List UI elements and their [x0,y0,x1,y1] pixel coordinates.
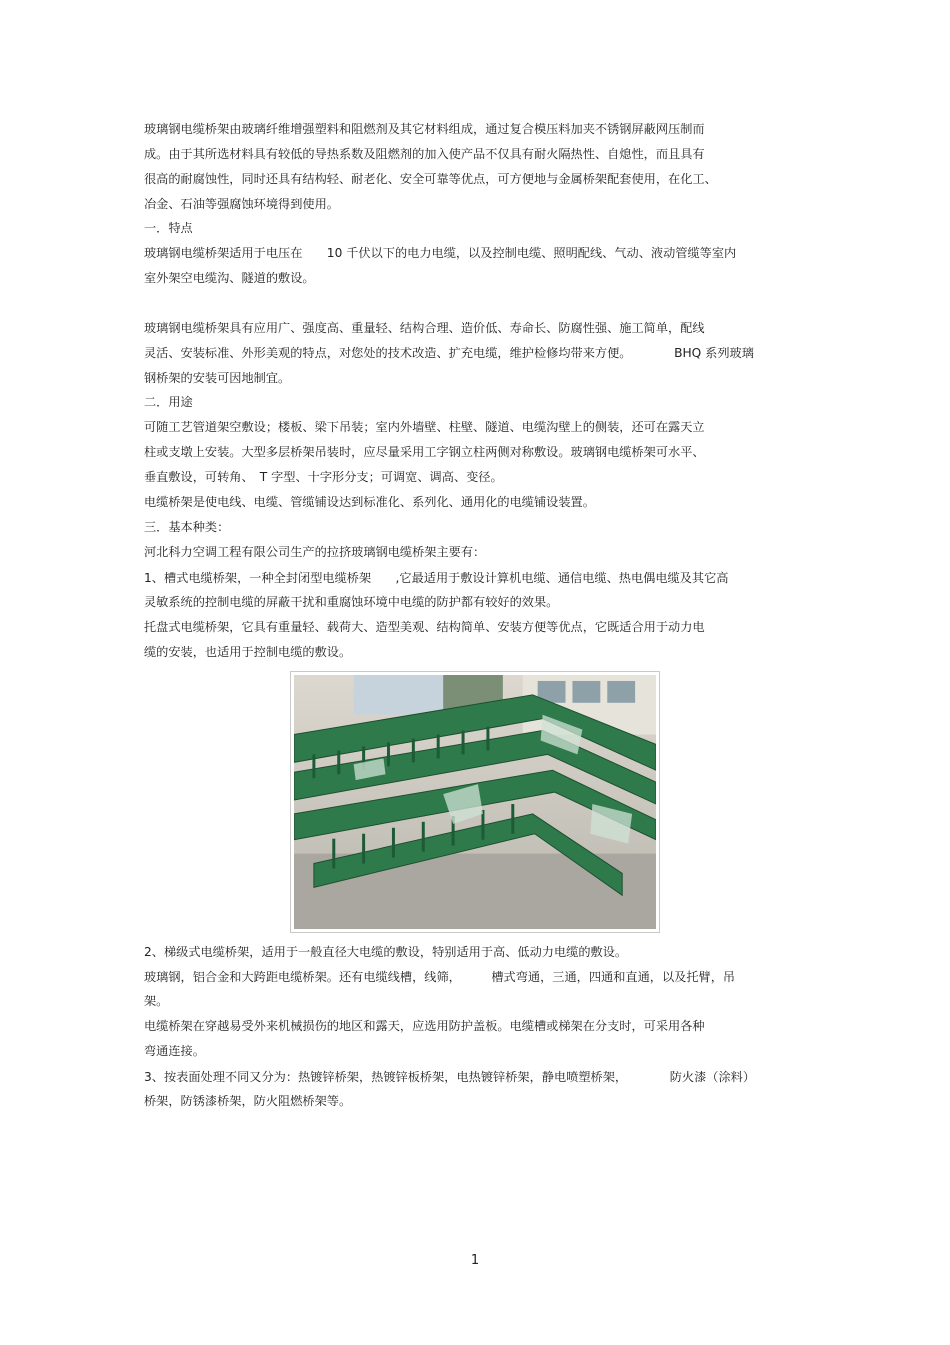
text-line: 玻璃钢电缆桥架具有应用广、强度高、重量轻、结构合理、造价低、寿命长、防腐性强、施工简单，配线 [144,321,705,335]
text-line: 灵敏系统的控制电缆的屏蔽干扰和重腐蚀环境中电缆的防护都有较好的效果。 [144,595,559,609]
text-line: 可随工艺管道架空敷设；楼板、梁下吊装；室内外墙壁、柱壁、隧道、电缆沟壁上的侧装，还可在露天立 [144,420,705,434]
text-line: 桥架，防锈漆桥架，防火阻燃桥架等。 [144,1094,352,1108]
text-line: 灵活、安装标准、外形美观的特点，对您处的技术改造、扩充电缆，维护检修均带来方便。 BHQ 系列玻璃 [144,346,754,360]
text-line: 河北科力空调工程有限公司生产的拉挤玻璃钢电缆桥架主要有： [144,545,486,559]
text-line: 弯通连接。 [144,1044,205,1058]
text-line: 2、梯级式电缆桥架，适用于一般直径大电缆的敷设，特别适用于高、低动力电缆的敷设。 [144,945,628,959]
text-line: 玻璃钢，铝合金和大跨距电缆桥架。还有电缆线槽，线筛， 槽式弯通，三通，四通和直通，以及托臂，吊 [144,970,736,984]
text-line: 钢桥架的安装可因地制宜。 [144,371,291,385]
cable-tray-illustration [294,675,656,929]
text-line: 缆的安装，也适用于控制电缆的敷设。 [144,645,352,659]
text-line: 架。 [144,994,169,1008]
section-heading-types: 三．基本种类： [144,520,230,534]
section-heading-uses: 二．用途 [144,395,193,409]
text-line: 冶金、石油等强腐蚀环境得到使用。 [144,197,339,211]
text-line: 玻璃钢电缆桥架由玻璃纤维增强塑料和阻燃剂及其它材料组成，通过复合模压料加夹不锈钢屏蔽网压制而 [144,122,705,136]
text-line: 柱或支墩上安装。大型多层桥架吊装时，应尽量采用工字钢立柱两侧对称敷设。玻璃钢电缆桥架可水平、 [144,445,705,459]
text-line: 1、槽式电缆桥架，一种全封闭型电缆桥架 ,它最适用于敷设计算机电缆、通信电缆、热电偶电缆及其它高 [144,571,729,585]
text-line: 3、按表面处理不同又分为：热镀锌桥架，热镀锌板桥架，电热镀锌桥架，静电喷塑桥架， 防火漆（涂料） [144,1070,756,1084]
text-line: 托盘式电缆桥架，它具有重量轻、载荷大、造型美观、结构简单、安装方便等优点，它既适合用于动力电 [144,620,705,634]
text-line: 成。由于其所选材料具有较低的导热系数及阻燃剂的加入使产品不仅具有耐火隔热性、自熄性，而且具有 [144,147,705,161]
text-line: 室外架空电缆沟、隧道的敷设。 [144,271,315,285]
text-line: 电缆桥架是使电线、电缆、管缆铺设达到标准化、系列化、通用化的电缆铺设装置。 [144,495,595,509]
section-heading-features: 一．特点 [144,221,193,235]
text-line: 垂直敷设，可转角、 T 字型、十字形分支；可调宽、调高、变径。 [144,470,503,484]
text-line: 很高的耐腐蚀性，同时还具有结构轻、耐老化、安全可靠等优点，可方便地与金属桥架配套使用，在化工、 [144,172,717,186]
text-line: 电缆桥架在穿越易受外来机械损伤的地区和露天，应选用防护盖板。电缆槽或梯架在分支时，可采用各种 [144,1019,705,1033]
page-number: 1 [470,1253,480,1268]
cable-tray-photo [290,671,660,933]
text-line: 玻璃钢电缆桥架适用于电压在 10 千伏以下的电力电缆，以及控制电缆、照明配线、气动、液动管缆等室内 [144,246,737,260]
